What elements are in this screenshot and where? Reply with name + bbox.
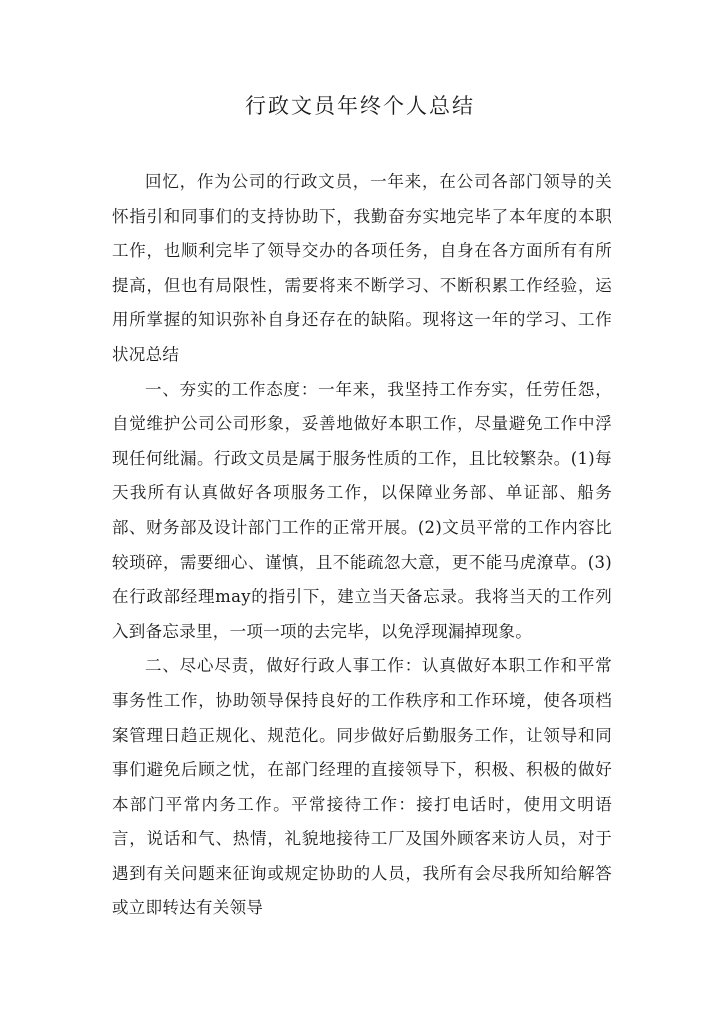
paragraph-intro: 回忆，作为公司的行政文员，一年来，在公司各部门领导的关怀指引和同事们的支持协助下，我勤奋夯实地完毕了本年度的本职工作，也顺利完毕了领导交办的各项任务，自身在各方面所有有所提高，但也有局限性，需要将来不断学习、不断积累工作经验，运用所掌握的知识弥补自身还存在的缺陷。现将这一年的学习、工作状况总结 xyxy=(112,172,612,364)
document-title: 行政文员年终个人总结 xyxy=(245,94,475,118)
paragraph-work-attitude: 一、夯实的工作态度：一年来，我坚持工作夯实，任劳任怨，自觉维护公司公司形象，妥善地做好本职工作，尽量避免工作中浮现任何纰漏。行政文员是属于服务性质的工作，且比较繁杂。(1)每天我所有认真做好各项服务工作，以保障业务部、单证部、船务部、财务部及设计部门工作的正常开展。(2)文员平常的工作内容比较琐碎，需要细心、谨慎，且不能疏忽大意，更不能马虎潦草。(3)在行政部经理may的指引下，建立当天备忘录。我将当天的工作列入到备忘录里，一项一项的去完毕，以免浮现漏掉现象。 xyxy=(112,379,612,641)
document-body xyxy=(112,165,612,926)
paragraph-admin-work: 二、尽心尽责，做好行政人事工作：认真做好本职工作和平常事务性工作，协助领导保持良好的工作秩序和工作环境，使各项档案管理日趋正规化、规范化。同步做好后勤服务工作，让领导和同事们避免后顾之忧，在部门经理的直接领导下，积极、积极的做好本部门平常内务工作。平常接待工作：接打电话时，使用文明语言，说话和气、热情，礼貌地接待工厂及国外顾客来访人员，对于遇到有关问题来征询或规定协助的人员，我所有会尽我所知给解答或立即转达有关领导 xyxy=(112,656,612,918)
